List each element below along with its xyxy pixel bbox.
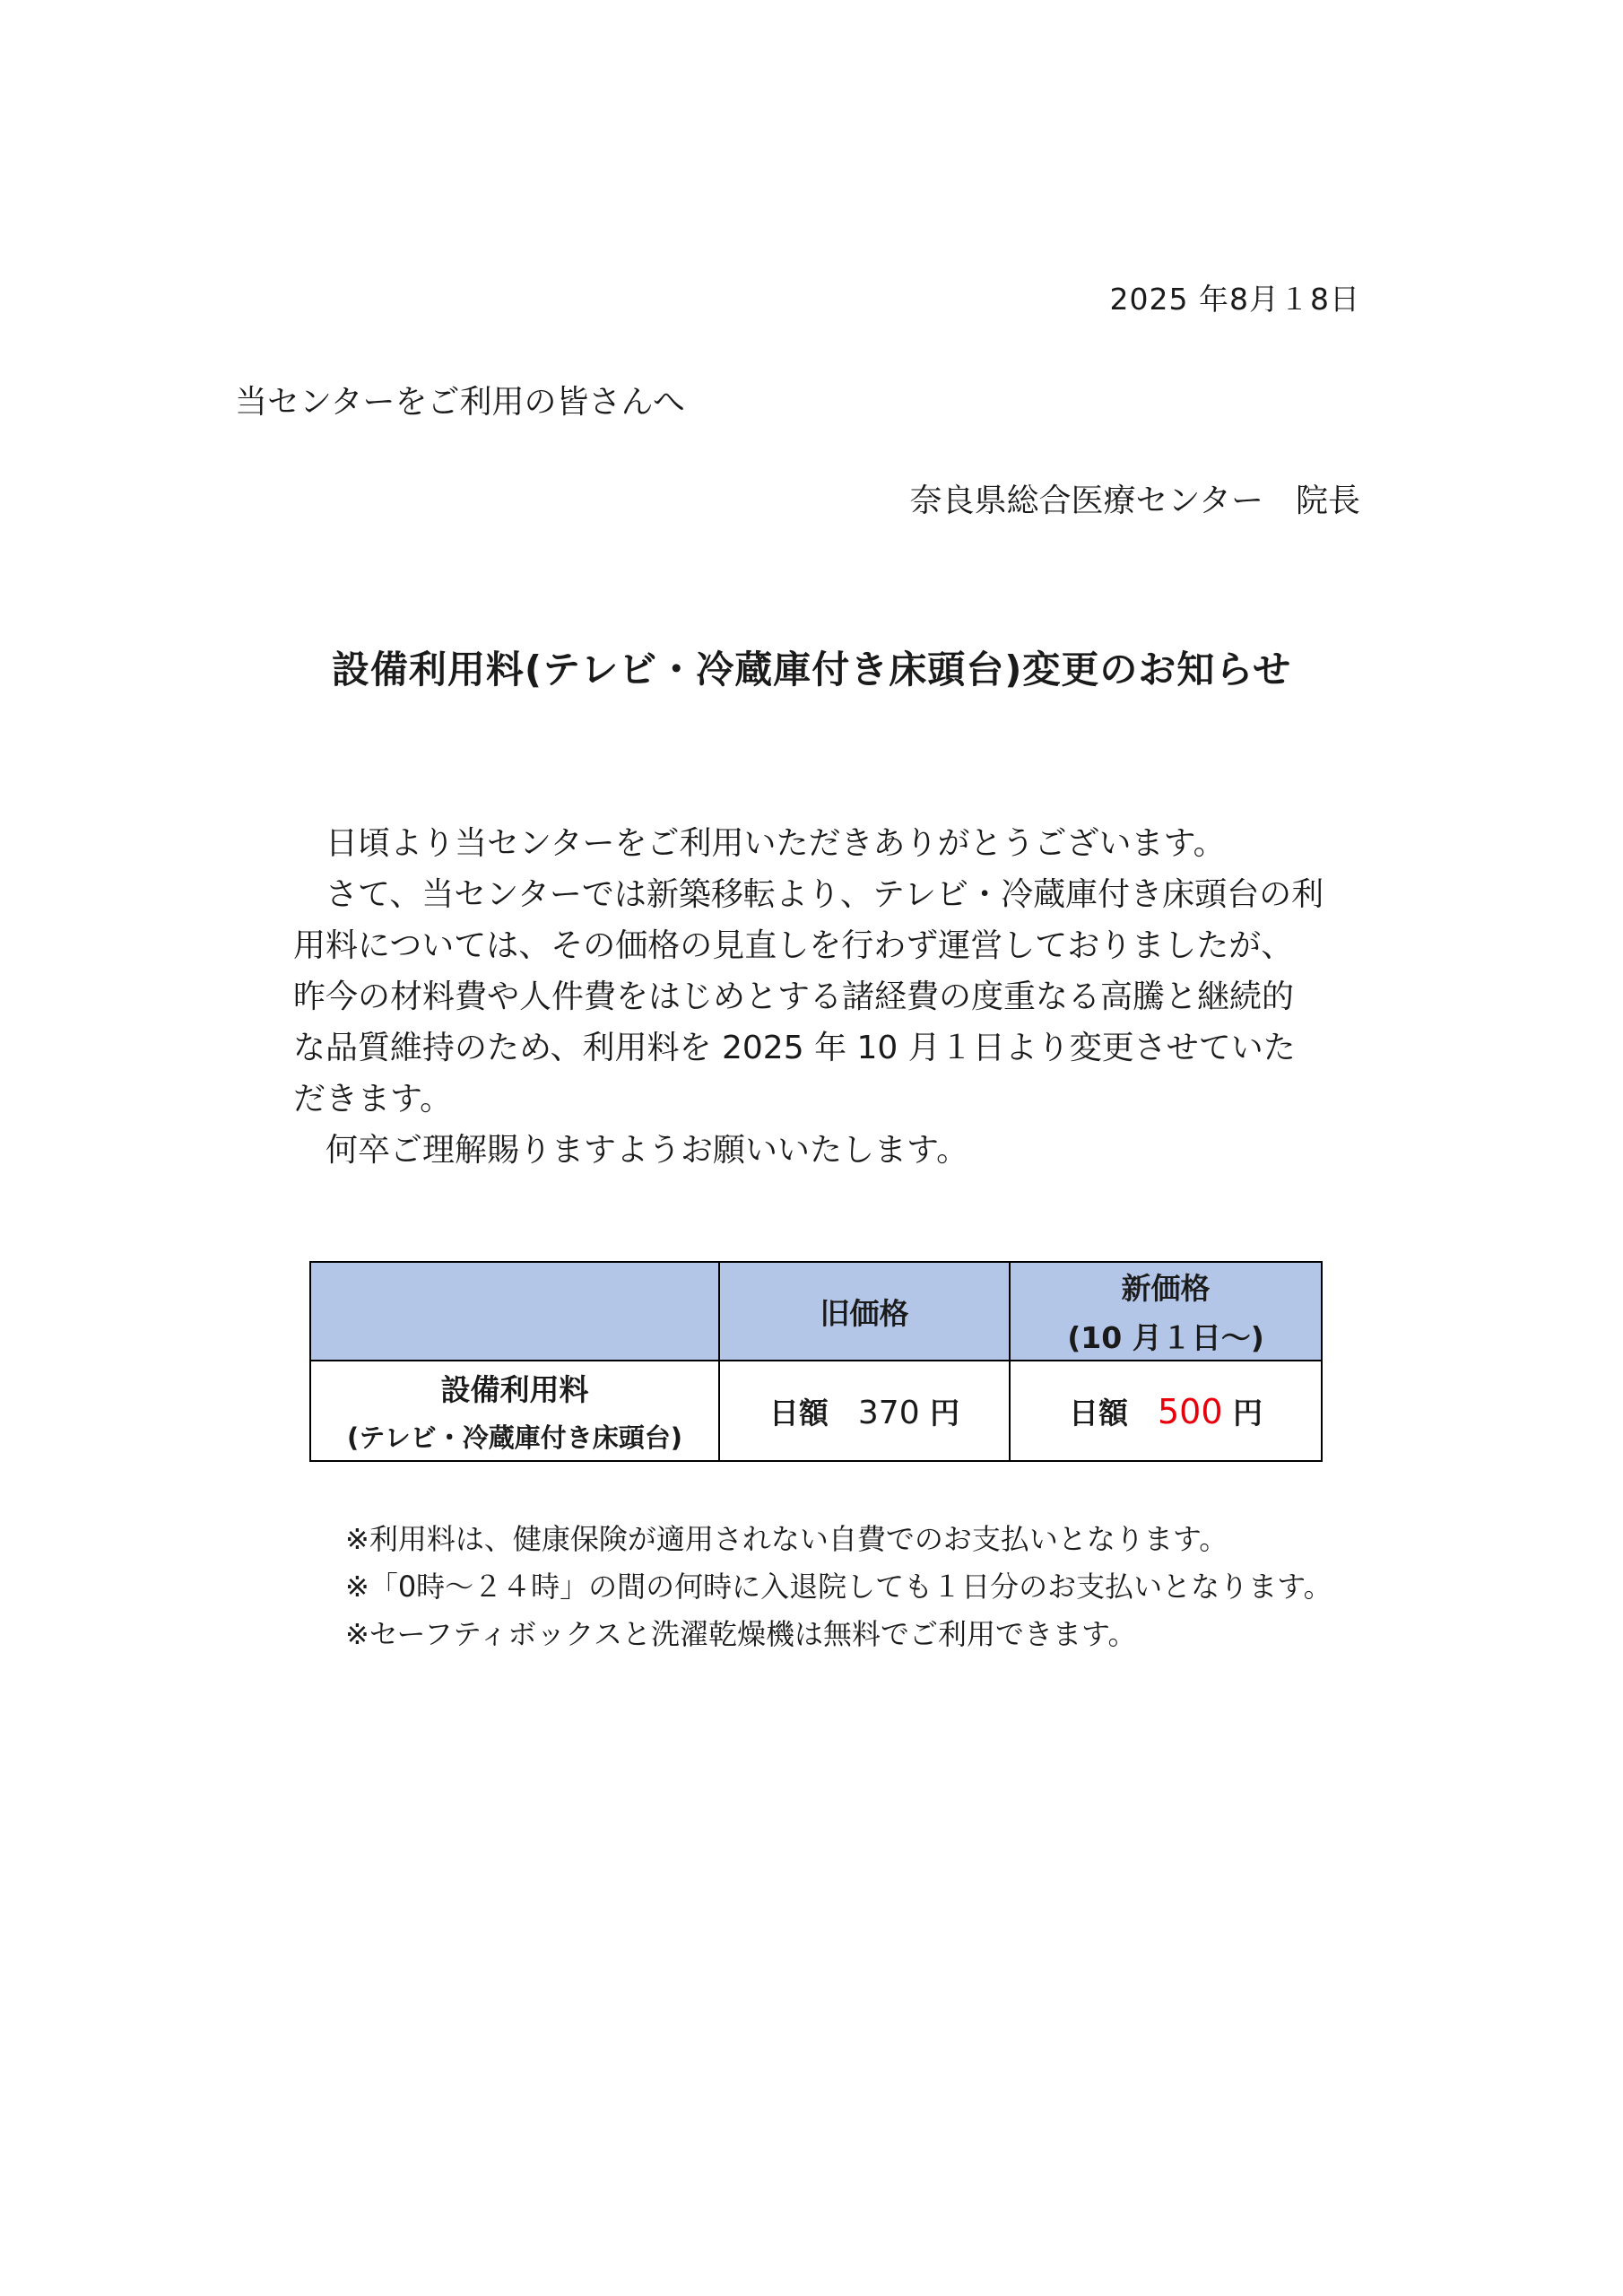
new-price-header-label: 新価格 [1121, 1271, 1211, 1306]
note-item: ※「0時～２４時」の間の何時に入退院しても１日分のお支払いとなります。 [345, 1570, 1332, 1604]
price-table-row [310, 1361, 1322, 1461]
sender-line: 奈良県総合医療センター 院長 [909, 483, 1360, 519]
notice-body [293, 818, 1333, 1176]
old-price-cell [719, 1361, 1010, 1461]
new-price-cell [1010, 1361, 1322, 1461]
note-item: ※セーフティボックスと洗濯乾燥機は無料でご利用できます。 [345, 1617, 1137, 1651]
item-detail: (テレビ・冷蔵庫付き床頭台) [347, 1422, 682, 1453]
body-paragraph-line: な品質維持のため、利用料を 2025 年 10 月１日より変更させていた [293, 1030, 1296, 1066]
body-paragraph-line: さて、当センターでは新築移転より、テレビ・冷蔵庫付き床頭台の利 [325, 876, 1324, 913]
body-paragraph-line: 昨今の材料費や人件費をはじめとする諸経費の度重なる高騰と継続的 [293, 978, 1295, 1015]
price-table-header-row [310, 1262, 1322, 1361]
item-name: 設備利用料 [440, 1372, 589, 1407]
price-table-header-empty [310, 1262, 719, 1361]
new-price-label: 日額 [1068, 1395, 1158, 1431]
old-price-unit: 円 [919, 1395, 960, 1431]
new-price-header [1010, 1262, 1322, 1361]
old-price-amount: 370 [857, 1394, 920, 1431]
price-table [309, 1261, 1323, 1462]
body-paragraph-line: だきます。 [293, 1081, 453, 1118]
notice-title: 設備利用料(テレビ・冷蔵庫付き床頭台)変更のお知らせ [331, 648, 1292, 691]
note-item: ※利用料は、健康保険が適用されない自費でのお支払いとなります。 [345, 1522, 1228, 1556]
notes-list [345, 1516, 1332, 1658]
new-price-amount: 500 [1157, 1391, 1223, 1431]
old-price-header: 旧価格 [719, 1262, 1010, 1361]
new-price-effective-date: (10 月１日～) [1067, 1320, 1264, 1355]
item-cell [310, 1361, 719, 1461]
body-paragraph-greeting: 日頃より当センターをご利用いただきありがとうございます。 [325, 825, 1226, 862]
body-paragraph-closing: 何卒ご理解賜りますようお願いいたします。 [325, 1132, 969, 1169]
body-paragraph-line: 用料については、その価格の見直しを行わず運営しておりましたが、 [293, 927, 1294, 964]
old-price-label: 日額 [768, 1395, 858, 1431]
document-date: 2025 年8月１8日 [1109, 282, 1360, 317]
new-price-unit: 円 [1222, 1395, 1263, 1431]
recipient-line: 当センターをご利用の皆さんへ [235, 384, 685, 421]
